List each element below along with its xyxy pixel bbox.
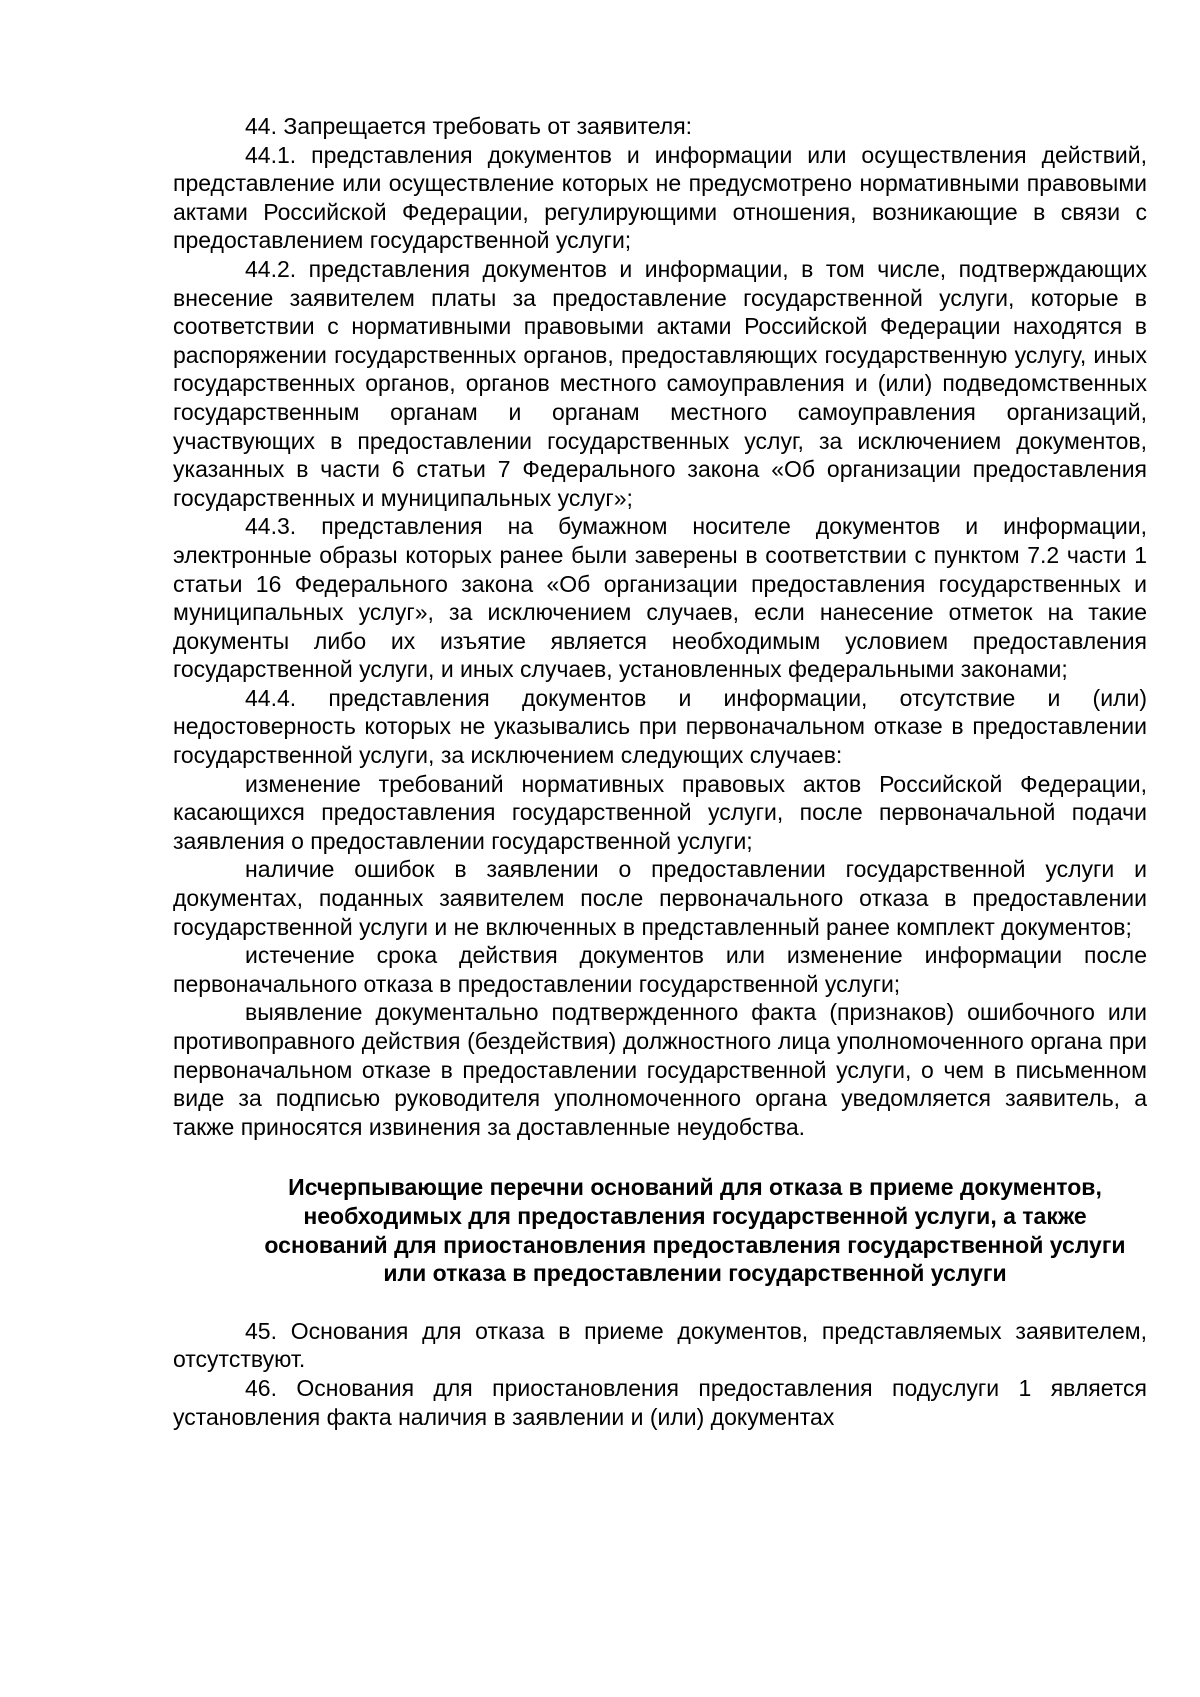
paragraph-44-3: 44.3. представления на бумажном носителе документов и информации, электронные образы которых ранее были заверены в соответствии с пунктом 7.2 части 1 статьи 16 Федерального закона «Об организации предоставления государственных и муниципальных услуг», за исключением случаев, если нанесение отметок на такие документы либо их изъятие является необходимым условием предоставления государственной услуги, и иных случаев, установленных федеральными законами; bbox=[173, 513, 1147, 683]
exception-item-3: истечение срока действия документов или изменение информации после первоначального отказа в предоставлении государственной услуги; bbox=[173, 942, 1147, 997]
document-page bbox=[173, 112, 1147, 1431]
exception-item-2: наличие ошибок в заявлении о предоставлении государственной услуги и документах, поданных заявителем после первоначального отказа в предоставлении государственной услуги и не включенных в представленный ранее комплект документов; bbox=[173, 856, 1147, 940]
exception-item-4: выявление документально подтвержденного факта (признаков) ошибочного или противоправного действия (бездействия) должностного лица уполномоченного органа при первоначальном отказе в предоставлении государственной услуги, о чем в письменном виде за подписью руководителя уполномоченного органа уведомляется заявитель, а также приносятся извинения за доставленные неудобства. bbox=[173, 999, 1147, 1140]
section-heading: Исчерпывающие перечни оснований для отказа в приеме документов, необходимых для предоставления государственной услуги, а также оснований для приостановления предоставления государственной услуги или отказа в предоставлении государственной услуги bbox=[264, 1174, 1126, 1287]
exception-item-1: изменение требований нормативных правовых актов Российской Федерации, касающихся предоставления государственной услуги, после первоначальной подачи заявления о предоставлении государственной услуги; bbox=[173, 770, 1147, 854]
paragraph-44-1: 44.1. представления документов и информации или осуществления действий, представление или осуществление которых не предусмотрено нормативными правовыми актами Российской Федерации, регулирующими отношения, возникающие в связи с предоставлением государственной услуги; bbox=[173, 141, 1147, 254]
paragraph-44-2: 44.2. представления документов и информации, в том числе, подтверждающих внесение заявителем платы за предоставление государственной услуги, которые в соответствии с нормативными правовыми актами Российской Федерации находятся в распоряжении государственных органов, предоставляющих государственную услугу, иных государственных органов, органов местного самоуправления и (или) подведомственных государственным органам и органам местного самоуправления организаций, участвующих в предоставлении государственных услуг, за исключением документов, указанных в части 6 статьи 7 Федерального закона «Об организации предоставления государственных и муниципальных услуг»; bbox=[173, 255, 1147, 511]
paragraph-46: 46. Основания для приостановления предоставления подуслуги 1 является установления факта наличия в заявлении и (или) документах bbox=[173, 1374, 1147, 1430]
paragraph-44-4: 44.4. представления документов и информации, отсутствие и (или) недостоверность которых не указывались при первоначальном отказе в предоставлении государственной услуги, за исключением следующих случаев: bbox=[173, 684, 1147, 769]
paragraph-45: 45. Основания для отказа в приеме документов, представляемых заявителем, отсутствуют. bbox=[173, 1317, 1147, 1373]
paragraph-44: 44. Запрещается требовать от заявителя: bbox=[245, 113, 693, 139]
